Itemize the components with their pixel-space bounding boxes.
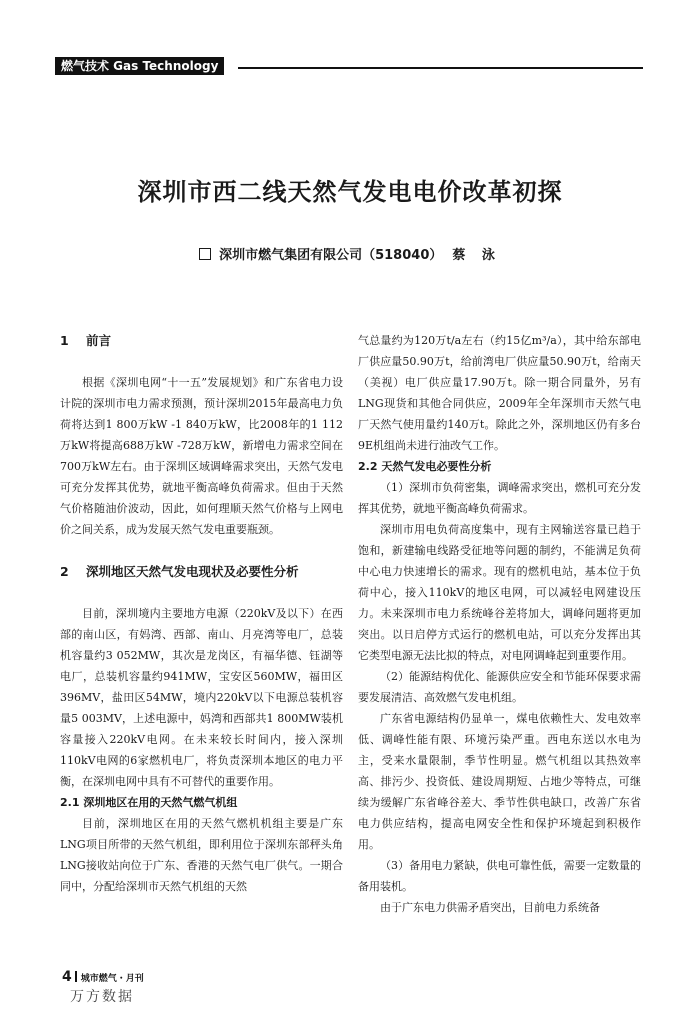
section-header-label: 燃气技术 Gas Technology: [55, 57, 224, 75]
left-column: [60, 330, 343, 897]
footer-divider: [75, 971, 77, 982]
paragraph: 目前，深圳境内主要地方电源（220kV及以下）在西部的南山区，有妈湾、西部、南山、月亮湾等电厂，总装机容量约3 052MW，其次是龙岗区，有福华德、钰湖等电厂，总装机容量约941MW，宝安区560MW，福田区396MV，盐田区54MW，境内220kV以下电源总装机容量5 003MV，上述电源中，妈湾和西部共1 800MW装机容量接入220kV电网。在未来较长时间内，接入深圳110kV电网的6家燃机电厂，将负责深圳本地区的电力平衡，在深圳电网中具有不可替代的重要作用。: [60, 607, 343, 788]
byline-author: 蔡 泳: [452, 248, 501, 263]
section-header: [55, 57, 643, 75]
paragraph: （3）备用电力紧缺，供电可靠性低，需要一定数量的备用装机。: [358, 859, 641, 893]
right-column: [358, 330, 641, 918]
page-footer: [62, 966, 144, 985]
page-number: 4: [62, 969, 72, 985]
subsection-heading-2-2: 2.2 天然气发电必要性分析: [358, 460, 492, 473]
section-title-1: 前言: [86, 333, 112, 348]
journal-name: 城市燃气・月刊: [80, 974, 144, 984]
watermark: 万方数据: [70, 989, 134, 1005]
paragraph: （1）深圳市负荷密集，调峰需求突出，燃机可充分发挥其优势，就地平衡高峰负荷需求。: [358, 481, 641, 515]
article-title: 深圳市西二线天然气发电电价改革初探: [137, 177, 563, 206]
subsection-heading-2-1: 2.1 深圳地区在用的天然气燃气机组: [60, 796, 238, 809]
paragraph: 气总量约为120万t/a左右（约15亿m³/a），其中给东部电厂供应量50.90万t，给前湾电厂供应量50.90万t，给南天（美视）电厂供应量17.90万t。除一期合同量外，另有LNG现货和其他合同供应，2009年全年深圳市天然气电厂天然气使用量约140万t。除此之外，深圳地区仍有多台9E机组尚未进行油改气工作。: [358, 334, 641, 452]
byline: [0, 244, 700, 263]
paragraph: 目前，深圳地区在用的天然气燃机机组主要是广东LNG项目所带的天然气机组，即利用位于深圳东部秤头角LNG接收站向位于广东、香港的天然气电厂供气。一期合同中，分配给深圳市天然气机组的天然: [60, 817, 343, 893]
paragraph: 根据《深圳电网“十一五”发展规划》和广东省电力设计院的深圳市电力需求预测，预计深圳2015年最高电力负荷将达到1 800万kW -1 840万kW，比2008年的1 112万kW将提高688万kW -728万kW，新增电力需求空间在700万kW左右。由于深圳区域调峰需求突出，天然气发电可充分发挥其优势，就地平衡高峰负荷需求。但由于天然气价格随油价波动，因此，如何理顺天然气价格与上网电价之间关系，成为发展天然气发电重要瓶颈。: [60, 376, 343, 536]
section-heading-2: [60, 561, 343, 582]
header-rule: [238, 67, 643, 69]
paragraph: 深圳市用电负荷高度集中，现有主网输送容量已趋于饱和，新建输电线路受征地等问题的制约，不能满足负荷中心电力快速增长的需求。现有的燃机电站，基本位于负荷中心，接入110kV的地区电网，可以减轻电网建设压力。未来深圳市电力系统峰谷差将加大，调峰问题将更加突出。以日启停方式运行的燃机电站，可以充分发挥出其它类型电源无法比拟的特点，对电网调峰起到重要作用。: [358, 523, 641, 662]
paragraph: （2）能源结构优化、能源供应安全和节能环保要求需要发展清洁、高效燃气发电机组。: [358, 670, 641, 704]
byline-org: 深圳市燃气集团有限公司（518040）: [219, 248, 443, 263]
section-number-2: 2: [60, 564, 69, 579]
square-bullet-icon: [199, 248, 211, 260]
paragraph: 广东省电源结构仍显单一，煤电依赖性大、发电效率低、调峰性能有限、环境污染严重。西电东送以水电为主，受来水量限制，季节性明显。燃气机组以其热效率高、排污少、投资低、建设周期短、占地少等特点，可继续为缓解广东省峰谷差大、季节性供电缺口，改善广东省电力供应结构，提高电网安全性和保护环境起到积极作用。: [358, 712, 641, 851]
section-title-2: 深圳地区天然气发电现状及必要性分析: [86, 564, 299, 579]
paragraph: 由于广东电力供需矛盾突出，目前电力系统备: [380, 901, 600, 914]
section-heading-1: [60, 330, 343, 351]
section-number-1: 1: [60, 333, 69, 348]
